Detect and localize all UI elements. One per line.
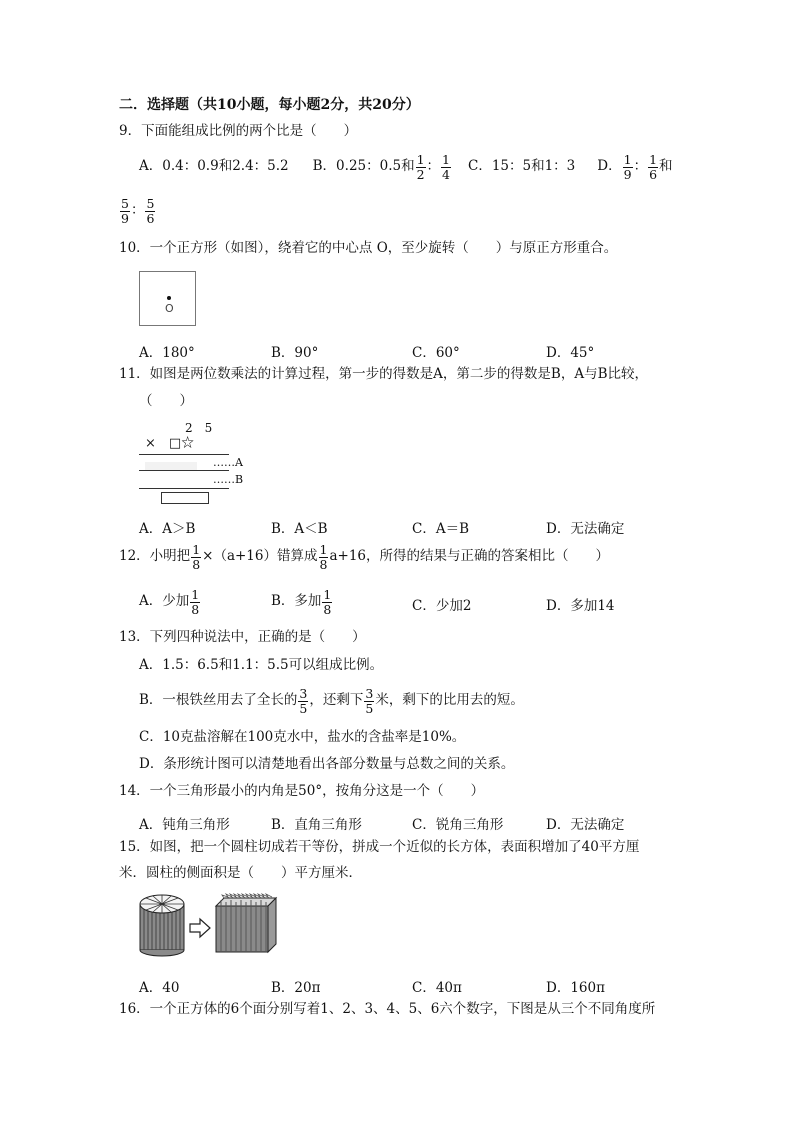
fraction: $\frac{3}{5}$ bbox=[365, 686, 374, 716]
q9-option-a: A．0.4：0.9和2.4：5.2 bbox=[139, 158, 289, 175]
q15-option-c: C．40π bbox=[412, 980, 462, 996]
q12-stem: 12．小明把 $\frac{1}{8}$ ×（a+16）错算成 $\frac{1}{8}$ a+16，所得的结果与正确的答案相比（ ） bbox=[119, 542, 609, 572]
q12-option-b: B．多加 $\frac{1}{8}$ bbox=[271, 587, 332, 617]
q11-option-a: A．A＞B bbox=[139, 521, 196, 537]
q11-option-d: D．无法确定 bbox=[546, 521, 625, 537]
multiplication-figure bbox=[139, 418, 259, 510]
fraction: $\frac{1}{8}$ bbox=[319, 542, 328, 572]
fraction: $\frac{3}{5}$ bbox=[299, 686, 308, 716]
fraction: $\frac{1}{4}$ bbox=[442, 152, 450, 182]
square-figure bbox=[139, 271, 196, 326]
section-title: 二．选择题（共10小题，每小题2分，共20分） bbox=[119, 97, 420, 113]
fig-line-2 bbox=[139, 470, 229, 471]
q14-option-a: A．钝角三角形 bbox=[139, 817, 230, 833]
fig-multiplicand: 2 5 bbox=[185, 421, 213, 435]
arrow-icon bbox=[190, 919, 210, 937]
fraction: $\frac{1}{8}$ bbox=[192, 542, 201, 572]
fraction: $\frac{5}{6}$ bbox=[146, 196, 155, 226]
fig-multiplier: × □☆ bbox=[145, 436, 195, 451]
q10-option-c: C．60° bbox=[412, 345, 460, 361]
fraction: $\frac{5}{9}$ bbox=[121, 196, 129, 226]
q10-option-b: B．90° bbox=[271, 345, 319, 361]
q11-option-b: B．A＜B bbox=[271, 521, 328, 537]
q15-option-b: B．20π bbox=[271, 980, 321, 996]
fraction: $\frac{1}{8}$ bbox=[323, 587, 332, 617]
fraction: $\frac{1}{8}$ bbox=[191, 587, 200, 617]
q9-option-d: D． $\frac{1}{9}$ ： $\frac{1}{6}$ 和 bbox=[597, 152, 673, 182]
fig-label-b: ……B bbox=[213, 473, 244, 486]
q12-option-d: D．多加14 bbox=[546, 598, 615, 614]
cylinder-to-cuboid-figure bbox=[138, 892, 278, 958]
fig-line-3 bbox=[139, 488, 229, 489]
fig-result-box bbox=[161, 492, 209, 504]
q13-stem: 13．下列四种说法中，正确的是（ ） bbox=[119, 629, 366, 645]
cuboid-icon bbox=[216, 894, 276, 952]
fig-faded-row bbox=[145, 462, 197, 470]
fig-line-1 bbox=[139, 454, 229, 455]
q11-option-c: C．A＝B bbox=[412, 521, 469, 537]
q14-option-b: B．直角三角形 bbox=[271, 817, 362, 833]
q9-option-c: C．15：5和1：3 bbox=[468, 158, 576, 175]
q15-stem-line2: 米．圆柱的侧面积是（ ）平方厘米． bbox=[119, 865, 362, 881]
fraction: $\frac{1}{9}$ bbox=[623, 152, 632, 182]
q11-paren: （ ） bbox=[139, 393, 193, 409]
q13-option-a: A．1.5：6.5和1.1：5.5可以组成比例。 bbox=[139, 657, 384, 673]
q12-option-a: A．少加 $\frac{1}{8}$ bbox=[139, 587, 200, 617]
q10-stem: 10．一个正方形（如图），绕着它的中心点 O，至少旋转（ ）与原正方形重合。 bbox=[119, 240, 618, 256]
q14-option-c: C．锐角三角形 bbox=[412, 817, 504, 833]
q13-option-c: C．10克盐溶解在100克水中，盐水的含盐率是10%。 bbox=[139, 729, 466, 745]
q9-option-b: B．0.25：0.5和 $\frac{1}{2}$ ： $\frac{1}{4}$ bbox=[312, 152, 450, 182]
center-label: O bbox=[165, 302, 174, 315]
q10-option-a: A．180° bbox=[139, 345, 195, 361]
q16-stem: 16．一个正方体的6个面分别写着1、2、3、4、5、6六个数字，下图是从三个不同角度所 bbox=[119, 1001, 656, 1017]
q13-option-b: B．一根铁丝用去了全长的 $\frac{3}{5}$ ，还剩下 $\frac{3}{5}$ 米，剩下的比用去的短。 bbox=[139, 686, 524, 716]
q10-option-d: D．45° bbox=[546, 345, 595, 361]
q9-options bbox=[139, 153, 673, 181]
fraction: $\frac{1}{2}$ bbox=[416, 152, 425, 182]
q15-option-a: A．40 bbox=[139, 980, 180, 996]
q13-option-d: D．条形统计图可以清楚地看出各部分数量与总数之间的关系。 bbox=[139, 756, 515, 772]
fraction: $\frac{1}{6}$ bbox=[649, 152, 658, 182]
fig-label-a: ……A bbox=[213, 456, 243, 469]
q12-option-c: C．少加2 bbox=[412, 598, 472, 614]
q15-stem-line1: 15．如图，把一个圆柱切成若干等份，拼成一个近似的长方体，表面积增加了40平方厘 bbox=[119, 839, 640, 855]
q9-option-d-cont: $\frac{5}{9}$ ： $\frac{5}{6}$ bbox=[121, 196, 155, 226]
q14-stem: 14．一个三角形最小的内角是50°，按角分这是一个（ ） bbox=[119, 783, 485, 799]
q11-stem: 11．如图是两位数乘法的计算过程，第一步的得数是A，第二步的得数是B，A与B比较， bbox=[119, 366, 649, 382]
q15-option-d: D．160π bbox=[546, 980, 605, 996]
q14-option-d: D．无法确定 bbox=[546, 817, 625, 833]
q9-stem: 9．下面能组成比例的两个比是（ ） bbox=[119, 123, 358, 139]
center-point-o bbox=[167, 296, 171, 300]
cylinder-icon bbox=[140, 895, 184, 956]
